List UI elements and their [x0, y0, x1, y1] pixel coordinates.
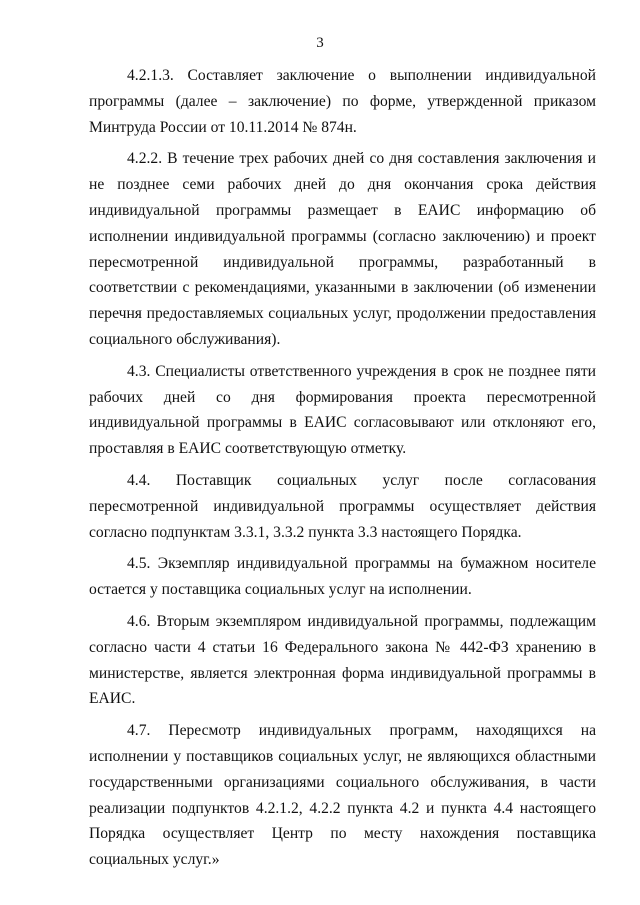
paragraph-4-7: 4.7. Пересмотр индивидуальных программ, находящихся на исполнении у поставщиков социальных услуг, не являющихся областными государственными организациями социального обслуживания, в части реализации подпунктов 4.2.1.2, 4.2.2 пункта 4.2 и пункта 4.4 настоящего Порядка осуществляет Центр по месту нахождения поставщика социальных услуг.» [89, 722, 596, 869]
paragraph-4-2-2: 4.2.2. В течение трех рабочих дней со дня составления заключения и не позднее семи рабочих дней до дня окончания срока действия индивидуальной программы размещает в ЕАИС информацию об исполнении индивидуальной программы (согласно заключению) и проект пересмотренной индивидуальной программы, разработанный в соответствии с рекомендациями, указанными в заключении (об изменении перечня предоставляемых социальных услуг, продолжении предоставления социального обслуживания). [89, 150, 596, 348]
paragraph-4-3: 4.3. Специалисты ответственного учреждения в срок не позднее пяти рабочих дней со дня формирования проекта пересмотренной индивидуальной программы в ЕАИС согласовывают или отклоняют его, проставляя в ЕАИС соответствующую отметку. [89, 362, 596, 458]
paragraph-4-5: 4.5. Экземпляр индивидуальной программы на бумажном носителе остается у поставщика социальных услуг на исполнении. [89, 555, 596, 599]
paragraph-4-6: 4.6. Вторым экземпляром индивидуальной программы, подлежащим согласно части 4 статьи 16 Федерального закона № 442-ФЗ хранению в министерстве, является электронная форма индивидуальной программы в ЕАИС. [89, 612, 596, 708]
paragraph-4-2-1-3: 4.2.1.3. Составляет заключение о выполнении индивидуальной программы (далее – заключение) по форме, утвержденной приказом Минтруда России от 10.11.2014 № 874н. [89, 67, 596, 136]
page-number: 3 [316, 35, 324, 51]
document-body [89, 63, 596, 879]
paragraph-4-4: 4.4. Поставщик социальных услуг после согласования пересмотренной индивидуальной программы осуществляет действия согласно подпунктам 3.3.1, 3.3.2 пункта 3.3 настоящего Порядка. [89, 471, 596, 541]
